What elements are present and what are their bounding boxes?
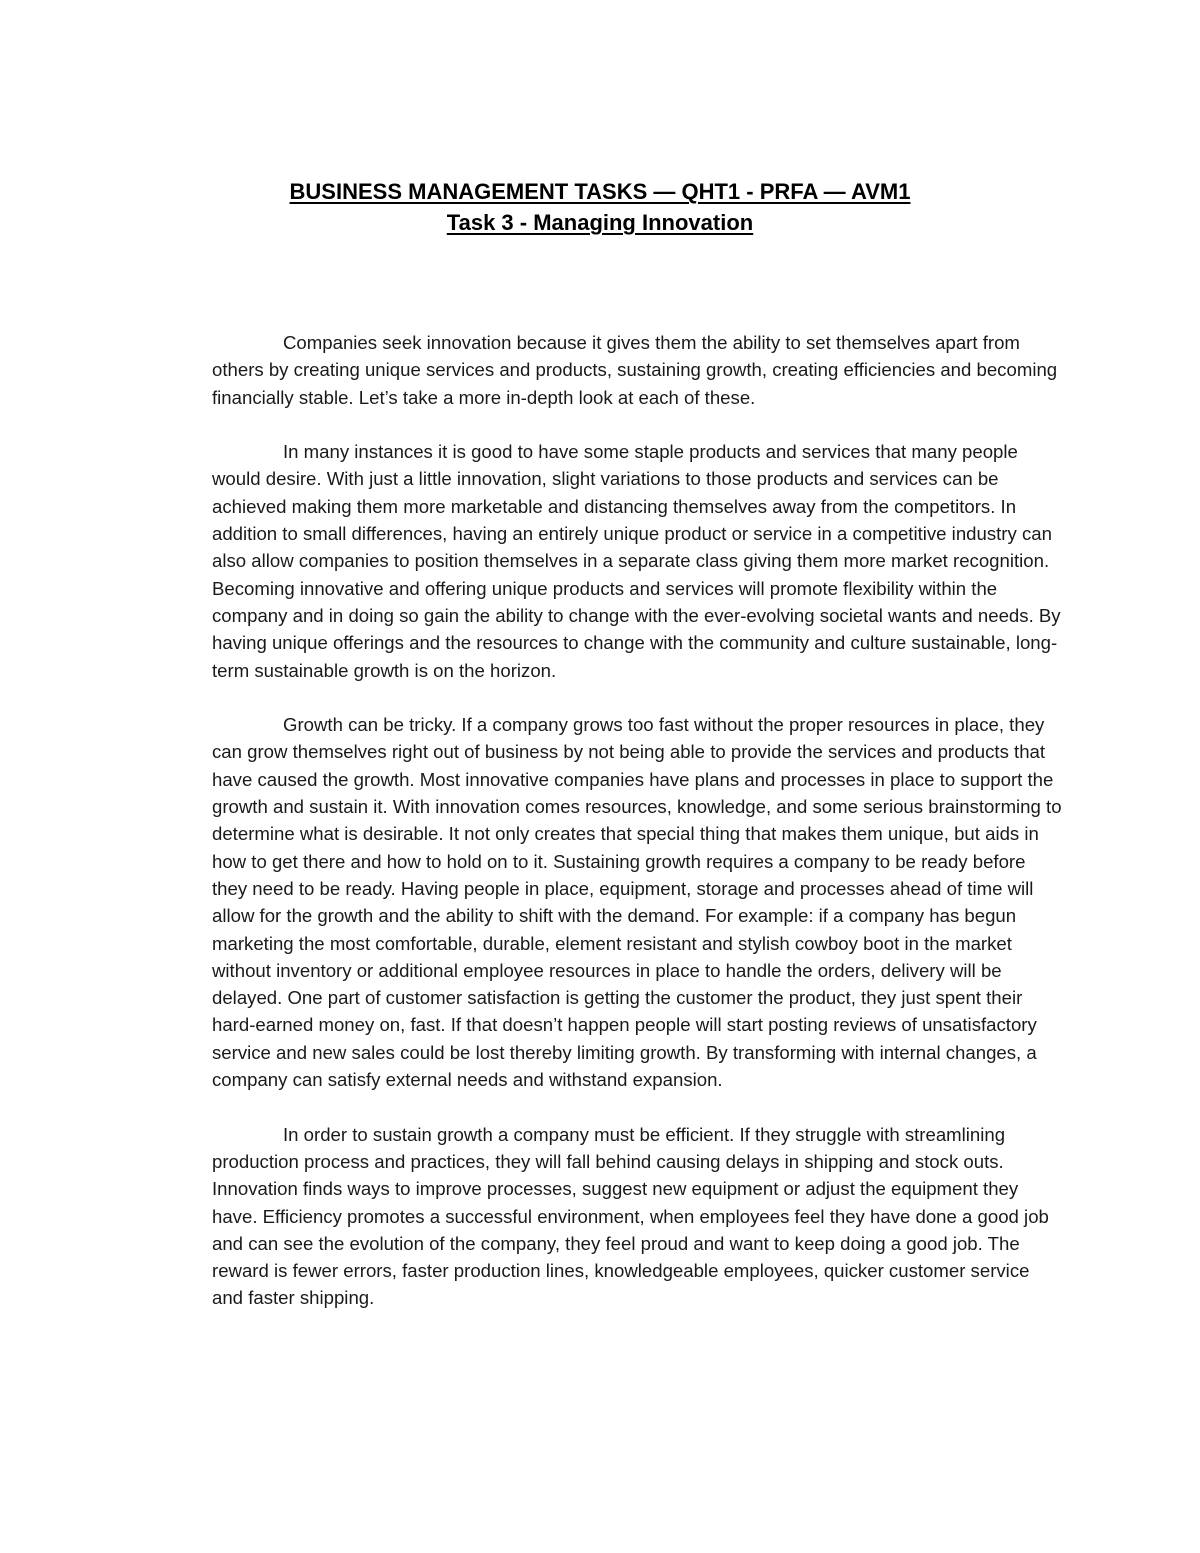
paragraph-efficiency: In order to sustain growth a company must be efficient. If they struggle with streamlining production process and practices, they will fall behind causing delays in shipping and stock outs. Innovation finds ways to improve processes, suggest new equipment or adjust the equipment they have. Efficiency promotes a successful environment, when employees feel they have done a good job and can see the evolution of the company, they feel proud and want to keep doing a good job. The reward is fewer errors, faster production lines, knowledgeable employees, quicker customer service and faster shipping. <box>212 1123 1049 1309</box>
document-subtitle: Task 3 - Managing Innovation <box>446 210 754 235</box>
document-title-block <box>0 176 1200 238</box>
paragraph-growth: Growth can be tricky. If a company grows too fast without the proper resources in place, they can grow themselves right out of business by not being able to provide the services and products that have caused the growth. Most innovative companies have plans and processes in place to support the growth and sustain it. With innovation comes resources, knowledge, and some serious brainstorming to determine what is desirable. It not only creates that special thing that makes them unique, but aids in how to get there and how to hold on to it. Sustaining growth requires a company to be ready before they need to be ready. Having people in place, equipment, storage and processes ahead of time will allow for the growth and the ability to shift with the demand. For example: if a company has begun marketing the most comfortable, durable, element resistant and stylish cowboy boot in the market without inventory or additional employee resources in place to handle the orders, delivery will be delayed. One part of customer satisfaction is getting the customer the product, they just spent their hard-earned money on, fast. If that doesn’t happen people will start posting reviews of unsatisfactory service and new sales could be lost thereby limiting growth. By transforming with internal changes, a company can satisfy external needs and withstand expansion. <box>212 714 1062 1091</box>
document-body <box>212 329 1062 1312</box>
document-title: BUSINESS MANAGEMENT TASKS — QHT1 - PRFA — AVM1 <box>289 179 911 204</box>
paragraph-intro: Companies seek innovation because it gives them the ability to set themselves apart from others by creating unique services and products, sustaining growth, creating efficiencies and becoming financially stable. Let’s take a more in-depth look at each of these. <box>212 332 1058 408</box>
paragraph-unique-offerings: In many instances it is good to have some staple products and services that many people would desire. With just a little innovation, slight variations to those products and services can be achieved making them more marketable and distancing themselves away from the competitors. In addition to small differences, having an entirely unique product or service in a competitive industry can also allow companies to position themselves in a separate class giving them more market recognition. Becoming innovative and offering unique products and services will promote flexibility within the company and in doing so gain the ability to change with the ever-evolving societal wants and needs. By having unique offerings and the resources to change with the community and culture sustainable, long-term sustainable growth is on the horizon. <box>212 441 1061 681</box>
